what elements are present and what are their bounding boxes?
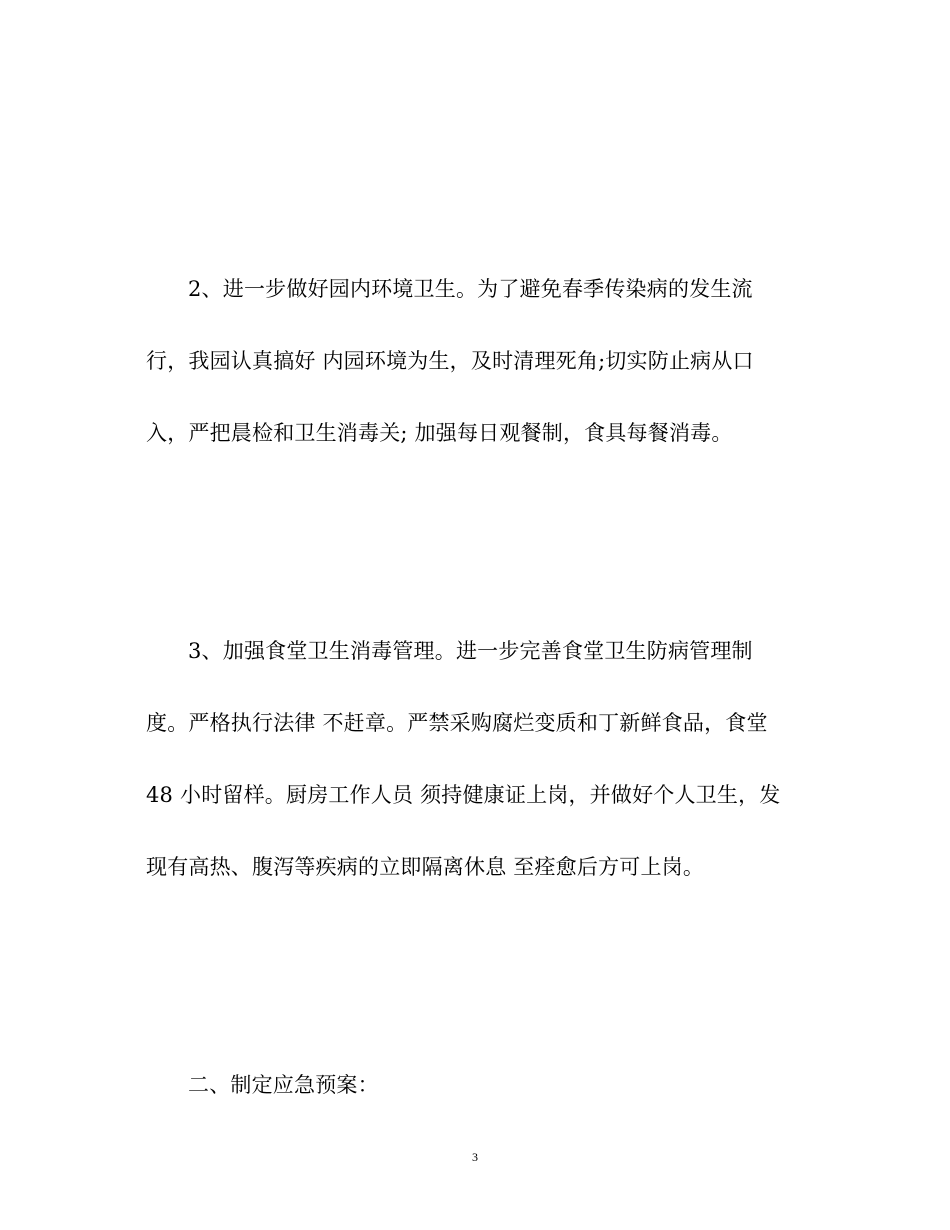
paragraph-3-line-2: 度。严格执行法律 不赶章。严禁采购腐烂变质和丁新鲜食品，食堂 (146, 711, 768, 735)
paragraph-2-line-2: 行，我园认真搞好 内园环境为生，及时清理死角;切实防止病从口 (146, 349, 754, 373)
paragraph-2-line-3: 入，严把晨检和卫生消毒关; 加强每日观餐制，食具每餐消毒。 (146, 421, 733, 445)
paragraph-2-line-1: 2、进一步做好园内环境卫生。为了避免春季传染病的发生流 (188, 277, 753, 301)
paragraph-3-line-4: 现有高热、腹泻等疾病的立即隔离休息 至痊愈后方可上岗。 (146, 855, 705, 879)
section-heading: 二、制定应急预案： (188, 1073, 379, 1097)
page-number: 3 (472, 1150, 478, 1164)
paragraph-3-line-1: 3、加强食堂卫生消毒管理。进一步完善食堂卫生防病管理制 (188, 639, 753, 663)
paragraph-3-line-3: 48 小时留样。厨房工作人员 须持健康证上岗，并做好个人卫生，发 (146, 783, 781, 807)
